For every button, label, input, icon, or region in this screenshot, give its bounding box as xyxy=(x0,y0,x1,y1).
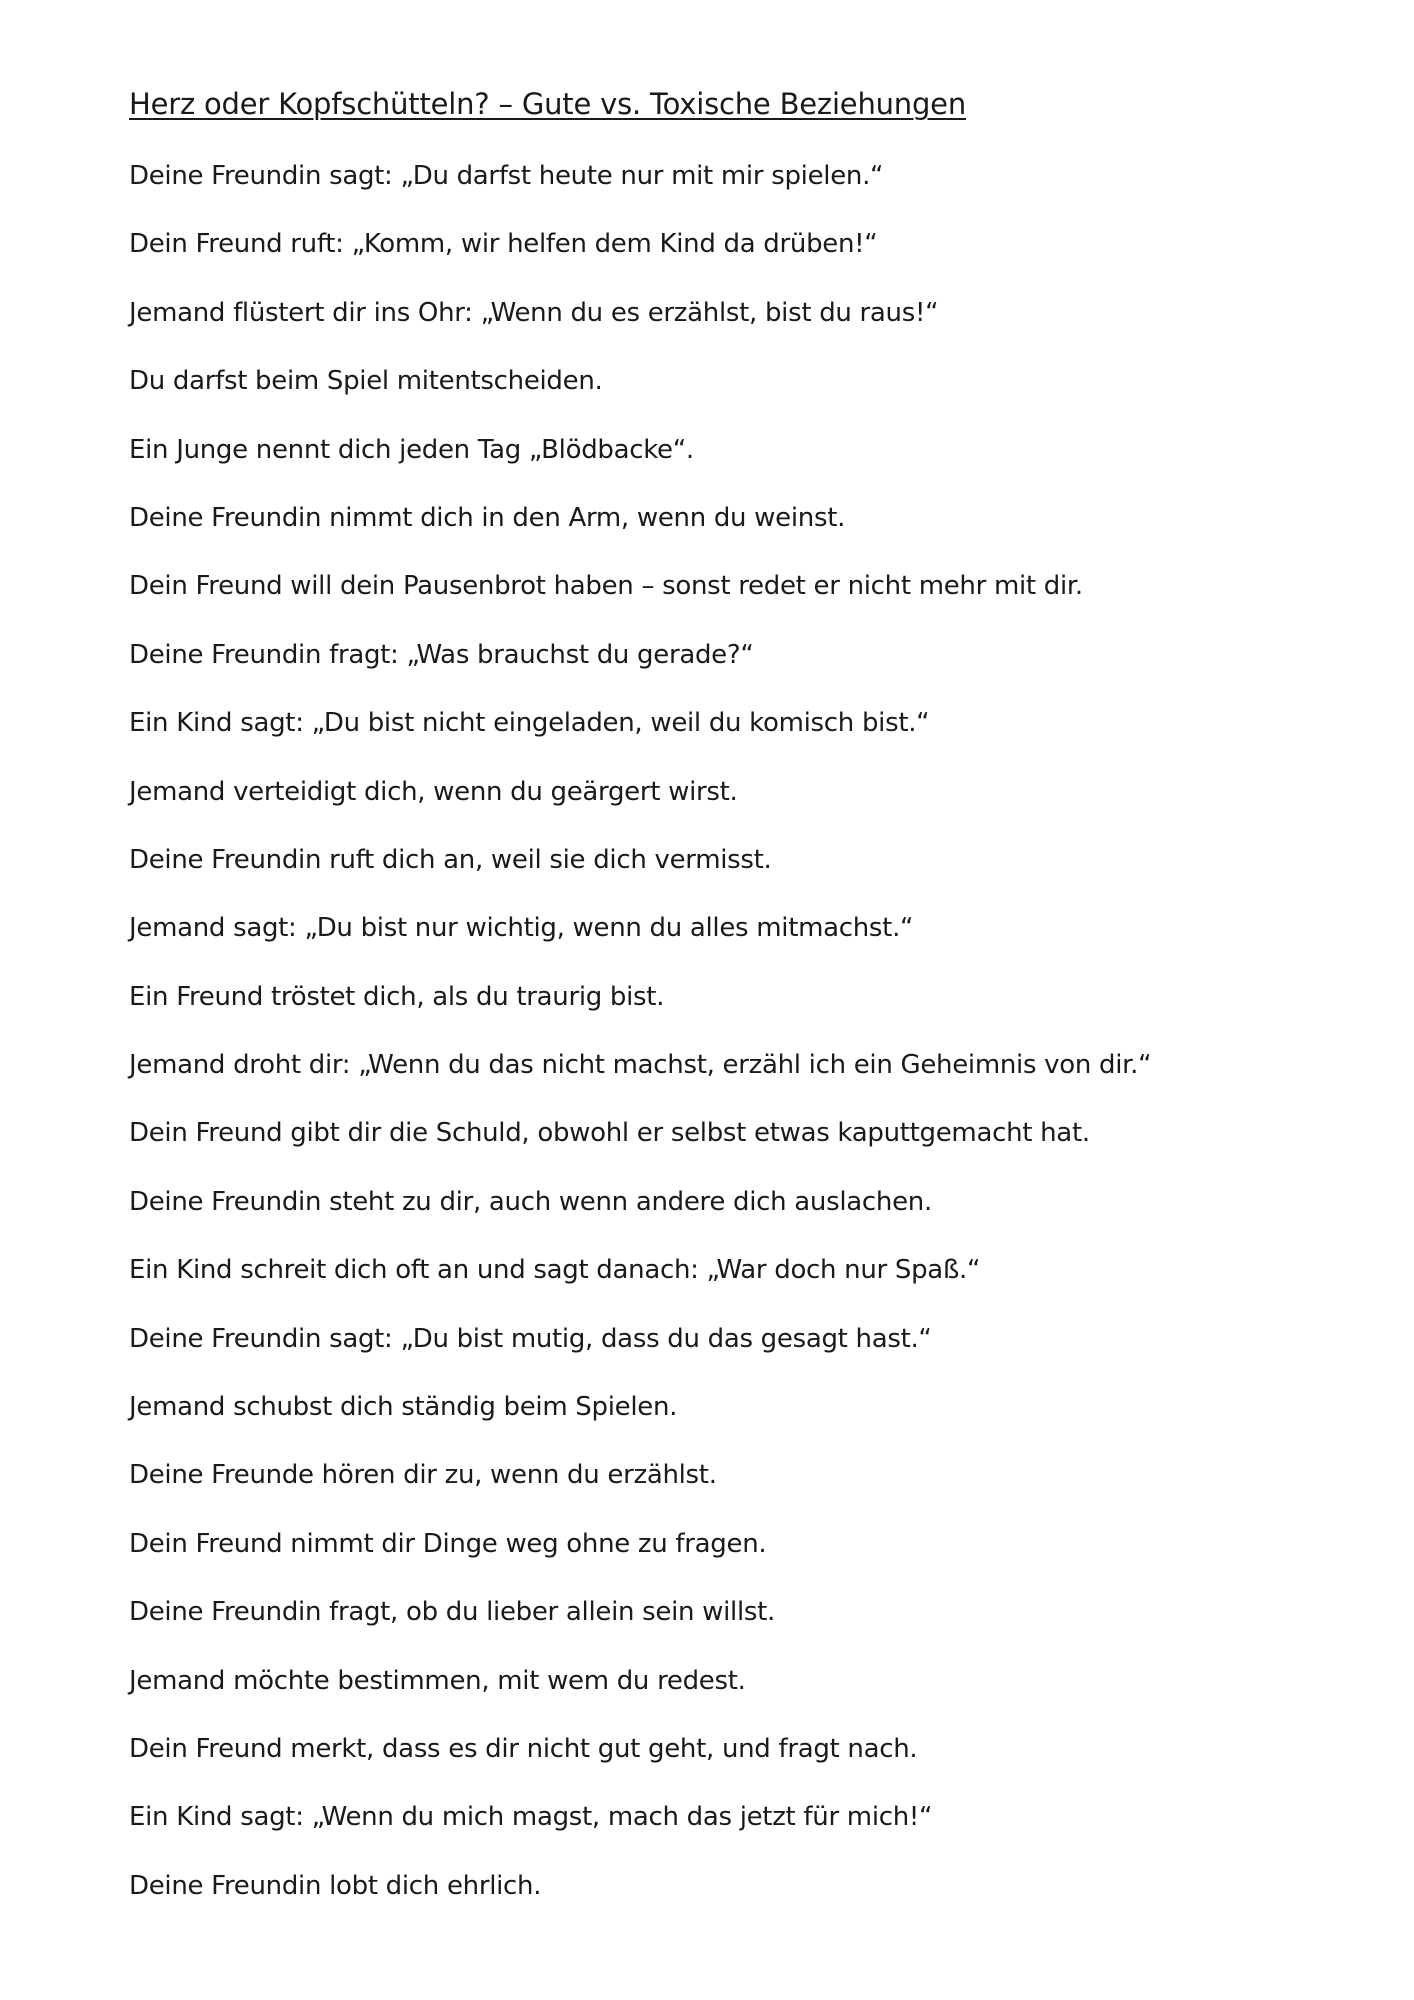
statement-6: Deine Freundin nimmt dich in den Arm, wenn du weinst. xyxy=(129,502,846,533)
statement-23: Jemand möchte bestimmen, mit wem du redest. xyxy=(129,1665,746,1696)
statement-list xyxy=(129,154,1151,1932)
statement-11: Deine Freundin ruft dich an, weil sie dich vermisst. xyxy=(129,844,772,875)
statement-19: Jemand schubst dich ständig beim Spielen. xyxy=(129,1392,678,1423)
document-title: Herz oder Kopfschütteln? – Gute vs. Toxische Beziehungen xyxy=(129,87,967,121)
statement-16: Deine Freundin steht zu dir, auch wenn andere dich auslachen. xyxy=(129,1186,932,1217)
statement-10: Jemand verteidigt dich, wenn du geärgert wirst. xyxy=(129,776,738,807)
statement-24: Dein Freund merkt, dass es dir nicht gut geht, und fragt nach. xyxy=(129,1733,918,1764)
statement-3: Jemand flüstert dir ins Ohr: „Wenn du es erzählst, bist du raus!“ xyxy=(129,297,939,328)
statement-8: Deine Freundin fragt: „Was brauchst du gerade?“ xyxy=(129,639,754,670)
statement-7: Dein Freund will dein Pausenbrot haben – sonst redet er nicht mehr mit dir. xyxy=(129,571,1083,602)
statement-20: Deine Freunde hören dir zu, wenn du erzählst. xyxy=(129,1460,717,1491)
statement-4: Du darfst beim Spiel mitentscheiden. xyxy=(129,366,603,397)
statement-18: Deine Freundin sagt: „Du bist mutig, dass du das gesagt hast.“ xyxy=(129,1323,932,1354)
statement-2: Dein Freund ruft: „Komm, wir helfen dem Kind da drüben!“ xyxy=(129,229,878,260)
statement-26: Deine Freundin lobt dich ehrlich. xyxy=(129,1870,542,1901)
statement-22: Deine Freundin fragt, ob du lieber allein sein willst. xyxy=(129,1597,776,1628)
statement-21: Dein Freund nimmt dir Dinge weg ohne zu fragen. xyxy=(129,1528,767,1559)
statement-12: Jemand sagt: „Du bist nur wichtig, wenn du alles mitmachst.“ xyxy=(129,913,914,944)
statement-25: Ein Kind sagt: „Wenn du mich magst, mach das jetzt für mich!“ xyxy=(129,1802,933,1833)
statement-14: Jemand droht dir: „Wenn du das nicht machst, erzähl ich ein Geheimnis von dir.“ xyxy=(129,1050,1152,1081)
statement-5: Ein Junge nennt dich jeden Tag „Blödbacke“. xyxy=(129,434,694,465)
statement-13: Ein Freund tröstet dich, als du traurig bist. xyxy=(129,981,665,1012)
statement-17: Ein Kind schreit dich oft an und sagt danach: „War doch nur Spaß.“ xyxy=(129,1255,981,1286)
statement-9: Ein Kind sagt: „Du bist nicht eingeladen, weil du komisch bist.“ xyxy=(129,708,930,739)
statement-1: Deine Freundin sagt: „Du darfst heute nur mit mir spielen.“ xyxy=(129,161,884,191)
statement-15: Dein Freund gibt dir die Schuld, obwohl er selbst etwas kaputtgemacht hat. xyxy=(129,1118,1090,1149)
